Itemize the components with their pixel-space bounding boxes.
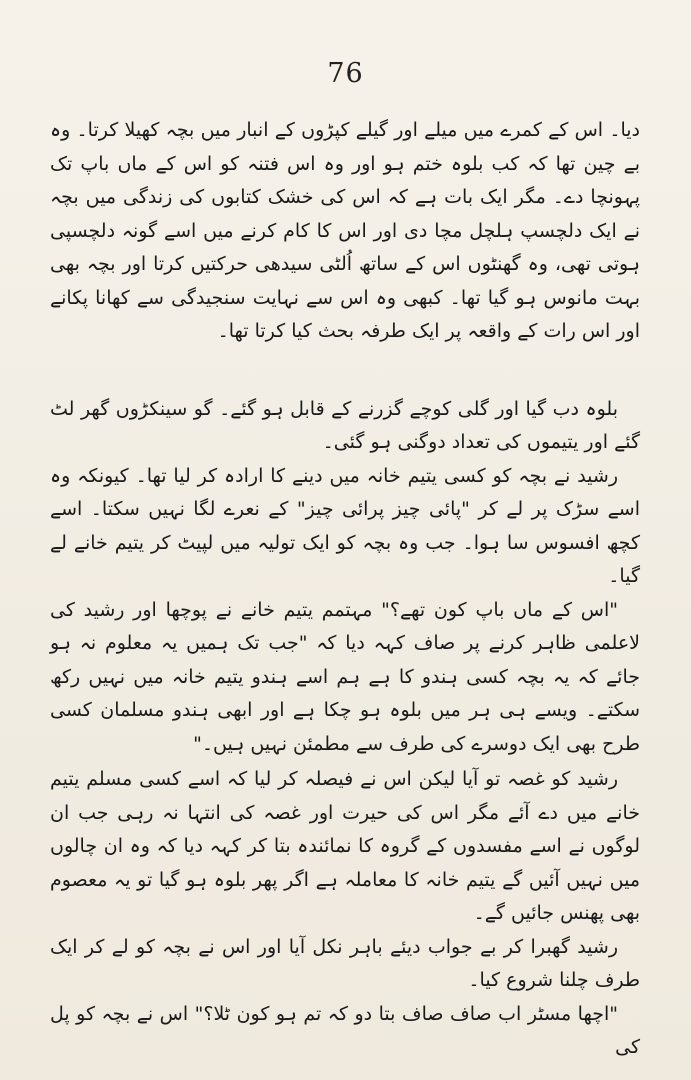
paragraph-5: رشید کو غصہ تو آیا لیکن اس نے فیصلہ کر لیا کہ اسے کسی مسلم یتیم خانے میں دے آئے مگر اس کی حیرت اور غصہ کی انتہا نہ رہی جب ان لوگوں نے اسے مفسدوں کے گروہ کا نمائندہ بتا کر کہہ دیا کہ وہ ان چالوں میں نہیں آئیں گے یتیم خانہ کا معاملہ ہے اگر پھر بلوہ ہو گیا تو یہ معصوم بھی پھنس جائیں گے۔ (50, 768, 640, 924)
page-body (50, 114, 640, 1065)
paragraph-1: دیا۔ اس کے کمرے میں میلے اور گیلے کپڑوں کے انبار میں بچہ کھیلا کرتا۔ وہ بے چین تھا کہ کب بلوہ ختم ہو اور وہ اس فتنہ کو اس کے ماں باپ تک پہونچا دے۔ مگر ایک بات ہے کہ اس کی خشک کتابوں کی زندگی میں بچہ نے ایک دلچسپ ہلچل مچا دی اور اس کا کام کرنے میں اسے گونہ دلچسپی ہوتی تھی، وہ گھنٹوں اس کے ساتھ اُلٹی سیدھی حرکتیں کرتا اور بچہ بھی بہت مانوس ہو گیا تھا۔ کبھی وہ اس سے نہایت سنجیدگی سے کھانا پکانے اور اس رات کے واقعہ پر ایک طرفہ بحث کیا کرتا تھا۔ (50, 119, 640, 342)
page-number: 76 (327, 58, 364, 89)
paragraph-4: "اس کے ماں باپ کون تھے؟" مہتمم یتیم خانے نے پوچھا اور رشید کی لاعلمی ظاہر کرنے پر صاف کہہ دیا کہ "جب تک ہمیں یہ معلوم نہ ہو جائے کہ یہ بچہ کسی ہندو کا ہے ہم اسے ہندو یتیم خانہ میں نہیں رکھ سکتے۔ ویسے ہی ہر میں بلوہ ہو چکا ہے اور ابھی ہندو مسلمان کسی طرح بھی ایک دوسرے کی طرف سے مطمئن نہیں ہیں۔" (50, 598, 640, 755)
paragraph-7: "اچھا مسٹر اب صاف صاف بتا دو کہ تم ہو کون ٹلا؟" اس نے بچہ کو پل کی (50, 1002, 640, 1058)
paragraph-2: بلوہ دب گیا اور گلی کوچے گزرنے کے قابل ہو گئے۔ گو سینکڑوں گھر لٹ گئے اور یتیموں کی تعداد دوگنی ہو گئی۔ (50, 397, 640, 453)
paragraph-3: رشید نے بچہ کو کسی یتیم خانہ میں دینے کا ارادہ کر لیا تھا۔ کیونکہ وہ اسے سڑک پر لے کر "پائی چیز پرائی چیز" کے نعرے لگا نہیں سکتا۔ اسے کچھ افسوس سا ہوا۔ جب وہ بچہ کو ایک تولیہ میں لپیٹ کر یتیم خانے لے گیا۔ (50, 464, 640, 587)
paragraph-6: رشید گھبرا کر بے جواب دیئے باہر نکل آیا اور اس نے بچہ کو لے کر ایک طرف چلنا شروع کیا۔ (50, 935, 640, 991)
